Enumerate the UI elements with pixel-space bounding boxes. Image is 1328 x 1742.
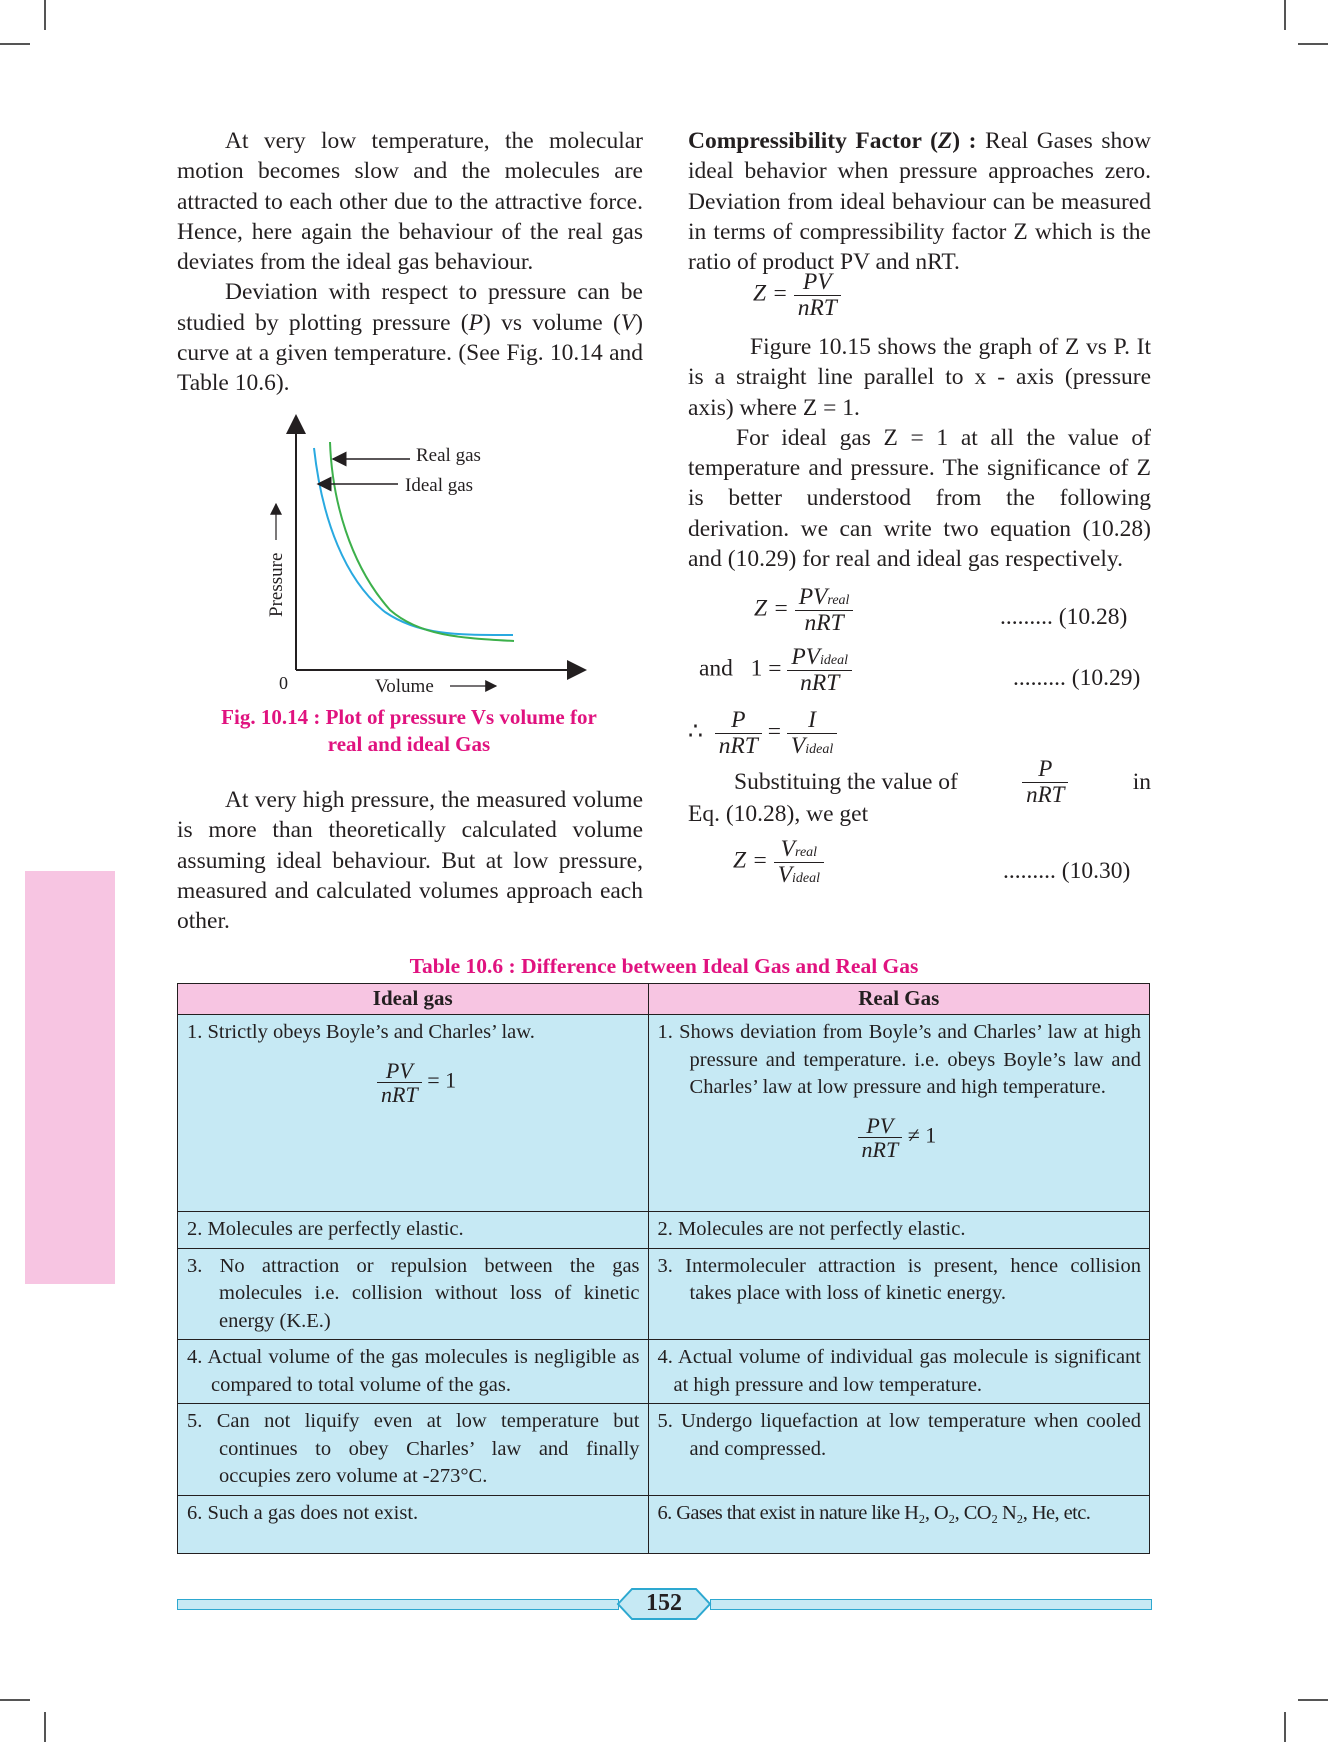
equation-10-30-number: ......... (10.30) [1003,858,1131,884]
equation-z-definition: Z = $\frac{PV}{\text{nRT}}$ [753,270,841,320]
table-title: Table 10.6 : Difference between Ideal Gas and Real Gas [409,954,919,978]
origin-label: 0 [279,673,288,693]
paragraph-figure-1015: Figure 10.15 shows the graph of Z vs P. It is a straight line parallel to x - axis (pressure axis) where Z = 1. [688,334,1151,421]
footer-rule-left [177,1599,619,1610]
side-tab [25,871,115,1284]
right-column-middle [688,332,1151,574]
crop-mark [0,1699,30,1701]
table-row [178,1340,1150,1404]
equation-10-29: and 1 = $\frac{\text{PVideal}}{\text{nRT}}$ [699,645,852,695]
crop-mark [1284,0,1286,30]
crop-mark [1298,1699,1328,1701]
footer-rule-right [710,1599,1152,1610]
crop-mark [44,0,46,30]
page-number: 152 [646,1590,682,1616]
ideal-eq: $\frac{PV}{\text{nRT}}$ = 1 [377,1059,640,1106]
right-column-top [688,126,1151,277]
real-eq: $\frac{PV}{\text{nRT}}$ ≠ 1 [858,1114,1141,1161]
left-column-bottom [177,785,643,936]
real-gas-label: Real gas [416,445,481,466]
table-cell: 1. Strictly obeys Boyle’s and Charles’ law. $\frac{PV}{\text{nRT}}$ = 1 [178,1015,649,1212]
crop-mark [1298,43,1328,45]
paragraph-ideal-z: For ideal gas Z = 1 at all the value of temperature and pressure. The significance of Z is better understood from the following derivation. we can write two equation (10.28) and (10.29) for real and ideal gas respectively. [688,424,1151,573]
table-cell: 6. Gases that exist in nature like H₂, O₂, CO₂ N₂, He, etc. [648,1495,1149,1553]
table-row [178,1404,1150,1496]
table-cell: 4. Actual volume of the gas molecules is negligible as compared to total volume of the gas. [178,1340,649,1404]
crop-mark [44,1712,46,1742]
equation-10-29-number: ......... (10.29) [1013,665,1141,691]
y-axis-label: Pressure [266,552,287,617]
table-cell: 3. No attraction or repulsion between the gas molecules i.e. collision without loss of kinetic energy (K.E.) [178,1248,649,1340]
table-row [178,1212,1150,1249]
equation-10-30: Z = $\frac{\text{Vreal}}{\text{Videal}}$ [733,837,824,887]
table-cell: 2. Molecules are not perfectly elastic. [648,1212,1149,1249]
table-row [178,1495,1150,1553]
ideal-gas-label: Ideal gas [405,475,474,496]
table-cell: 2. Molecules are perfectly elastic. [178,1212,649,1249]
table-cell: 3. Intermoleculer attraction is present, hence collision takes place with loss of kinetic energy. [648,1248,1149,1340]
left-column-top [177,126,643,399]
table-row [178,1248,1150,1340]
equation-therefore: ∴ $\frac{P}{\text{nRT}}$ = $\frac{I}{\text{Videal}}$ [688,708,837,758]
section-heading: Compressibility Factor (Z) : [688,128,977,154]
table-header-row [178,984,1150,1015]
crop-mark [1284,1712,1286,1742]
figure-caption: Fig. 10.14 : Plot of pressure Vs volume for real and ideal Gas [221,705,597,756]
equation-10-28: Z = $\frac{\text{PVreal}}{\text{nRT}}$ [754,585,853,635]
header-real-gas: Real Gas [648,984,1149,1015]
x-axis-label: Volume [375,676,434,697]
paragraph-low-temperature: At very low temperature, the molecular motion becomes slow and the molecules are attracted to each other due to the attractive force. Hence, here again the behaviour of the real gas deviates from the ideal gas behaviour. [177,128,643,276]
table-row [178,1015,1150,1212]
gas-comparison-table [177,983,1150,1554]
table-cell: 1. Shows deviation from Boyle’s and Charles’ law at high pressure and temperature. i.e. obeys Boyle’s law and Charles’ law at low pressure and high temperature. $\frac{PV}{\text{nRT}}$ ≠ 1 [648,1015,1149,1212]
table-cell: 5. Can not liquify even at low temperature but continues to obey Charles’ law and finally occupies zero volume at -273°C. [178,1404,649,1496]
pressure-volume-plot [250,410,600,700]
equation-10-28-number: ......... (10.28) [1000,604,1128,630]
paragraph-substituting: Substituing the value of $\frac{P}{\text{nRT}}$ in Eq. (10.28), we get [688,756,1151,827]
table-cell: 6. Such a gas does not exist. [178,1495,649,1553]
paragraph-deviation-pressure: Deviation with respect to pressure can be studied by plotting pressure (P) vs volume (V) curve at a given temperature. (See Fig. 10.14 and Table 10.6). [177,279,643,397]
crop-mark [0,43,30,45]
paragraph-compressibility: Compressibility Factor (Z) : Real Gases show ideal behavior when pressure approaches zero. Deviation from ideal behaviour can be measured in terms of compressibility factor Z which is the ratio of product PV and nRT. [688,128,1151,276]
header-ideal-gas: Ideal gas [178,984,649,1015]
real-gas-curve [330,442,514,641]
table-cell: 4. Actual volume of individual gas molecule is significant at high pressure and low temperature. [648,1340,1149,1404]
table-cell: 5. Undergo liquefaction at low temperature when cooled and compressed. [648,1404,1149,1496]
paragraph-high-pressure: At very high pressure, the measured volume is more than theoretically calculated volume assuming ideal behaviour. But at low pressure, measured and calculated volumes approach each other. [177,787,643,935]
